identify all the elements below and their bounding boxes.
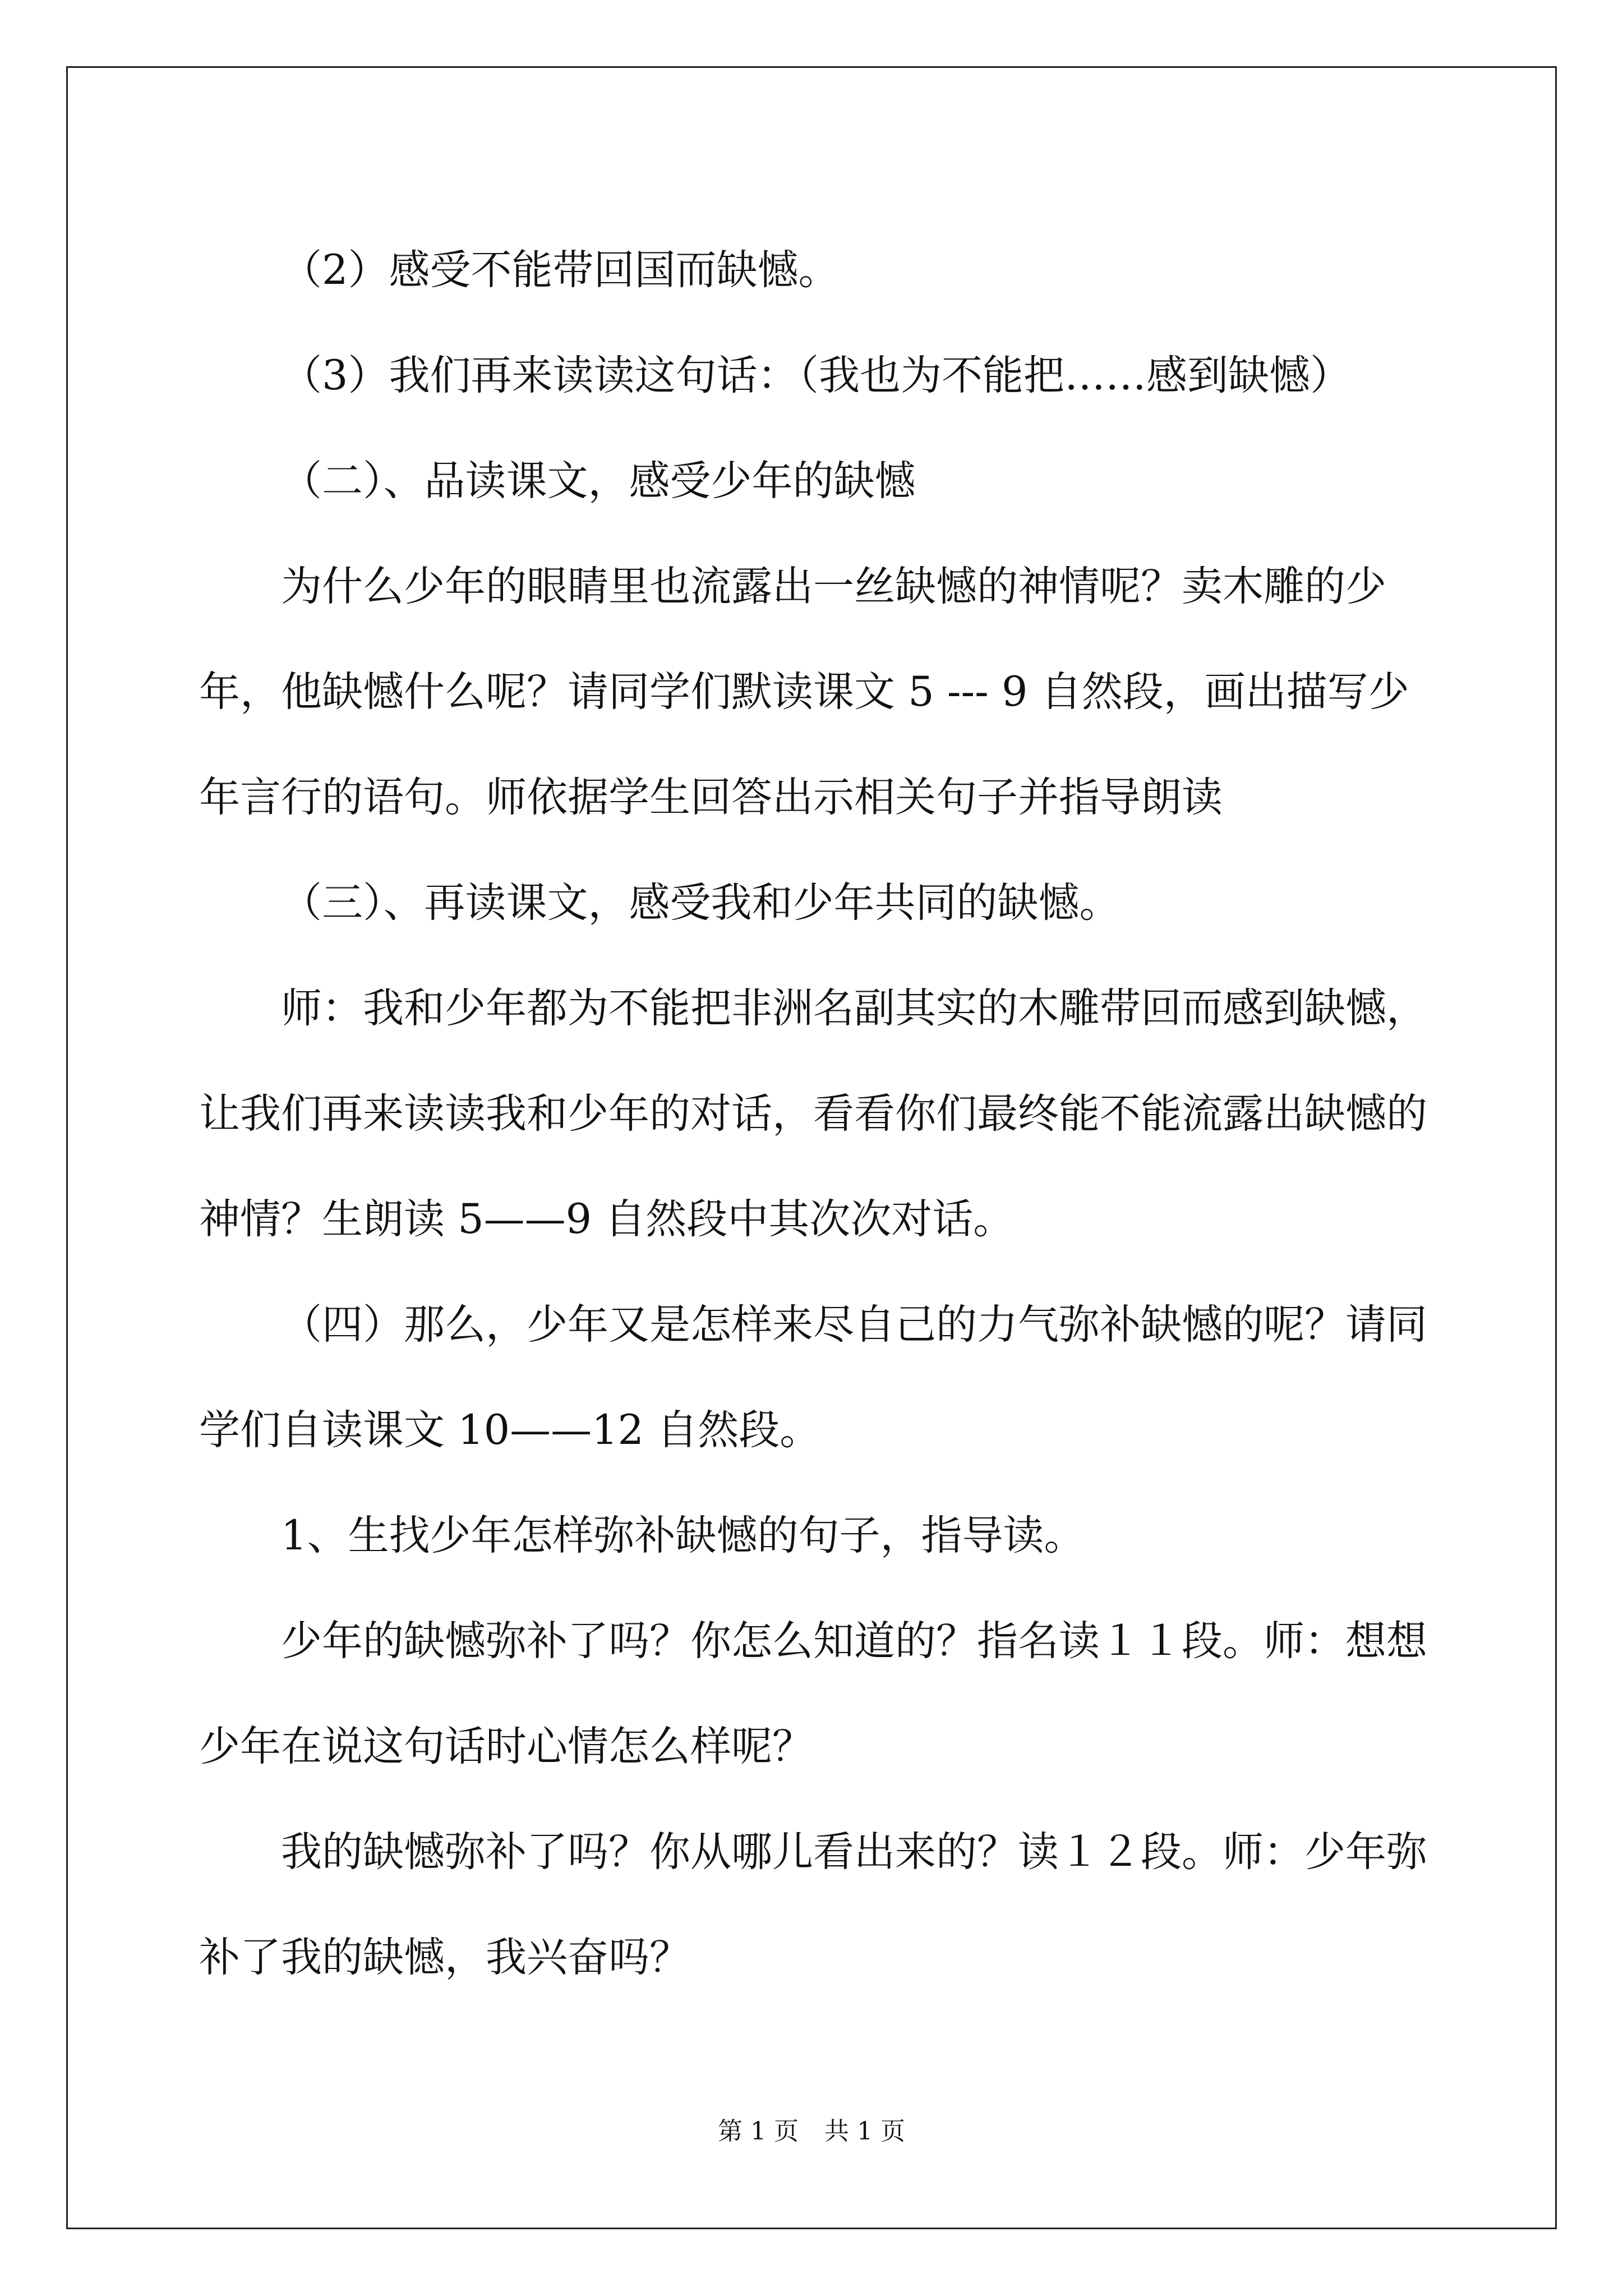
- paragraph-9: 少年的缺憾弥补了吗？你怎么知道的？指名读１１段。师：想想少年在说这句话时心情怎么样呢？: [199, 1617, 1427, 1770]
- page-number-total: 共 1 页: [824, 2117, 905, 2146]
- paragraph-4: 为什么少年的眼睛里也流露出一丝缺憾的神情呢？卖木雕的少年，他缺憾什么呢？请同学们默读课文 5 --- 9 自然段，画出描写少年言行的语句。师依据学生回答出示相关句子并指导朗读: [199, 563, 1409, 821]
- paragraph-5: （三）、再读课文，感受我和少年共同的缺憾。: [281, 879, 1121, 927]
- paragraph-6: 师：我和少年都为不能把非洲名副其实的木雕带回而感到缺憾，让我们再来读读我和少年的对话，看看你们最终能不能流露出缺憾的神情？生朗读 5——9 自然段中其次次对话。: [199, 984, 1427, 1243]
- paragraph-10: 我的缺憾弥补了吗？你从哪儿看出来的？读１２段。师：少年弥补了我的缺憾，我兴奋吗？: [199, 1828, 1427, 1981]
- paragraph-1: （2）感受不能带回国而缺憾。: [281, 246, 840, 294]
- paragraph-8: 1、生找少年怎样弥补缺憾的句子，指导读。: [281, 1512, 1085, 1559]
- paragraph-3: （二）、品读课文，感受少年的缺憾: [281, 457, 916, 505]
- page-footer: [0, 2115, 1623, 2148]
- page-number-current: 第 1 页: [718, 2117, 799, 2146]
- document-body: [199, 218, 1427, 2010]
- paragraph-7: （四）那么，少年又是怎样来尽自己的力气弥补缺憾的呢？请同学们自读课文 10——12 自然段。: [199, 1301, 1427, 1454]
- paragraph-2: （3）我们再来读读这句话：（我也为不能把……感到缺憾）: [281, 352, 1351, 399]
